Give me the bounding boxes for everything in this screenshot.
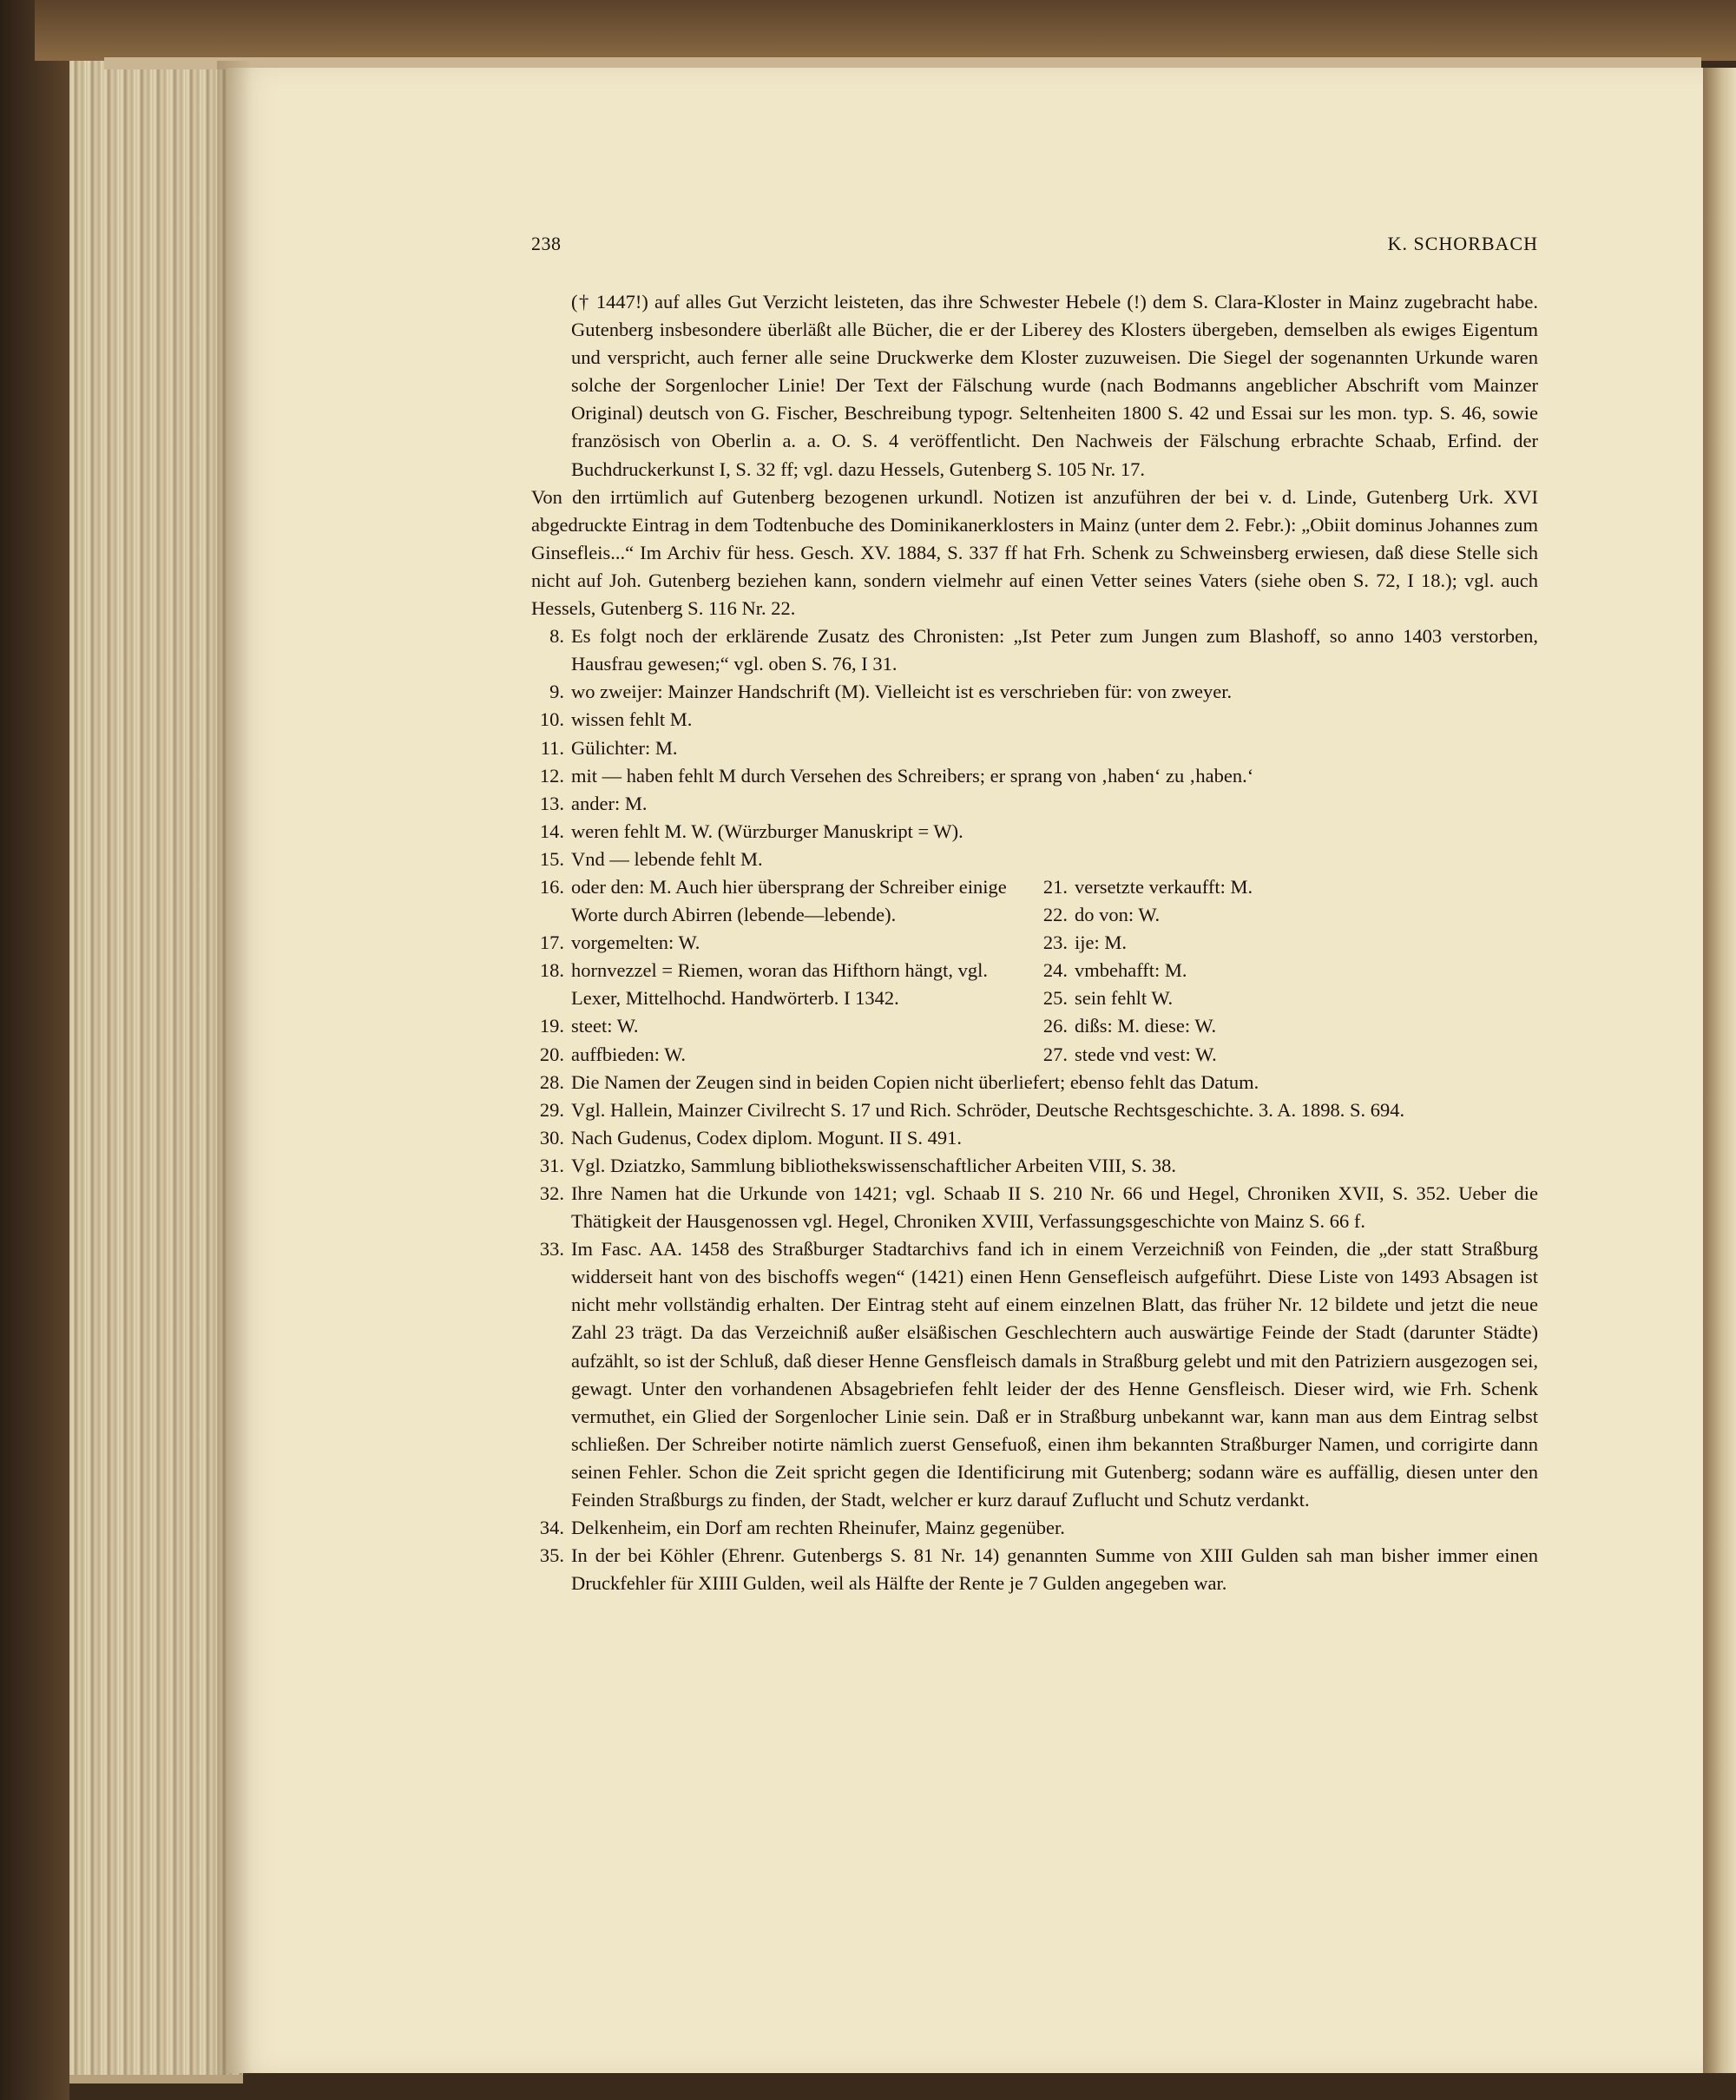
footnote	[531, 1012, 1035, 1040]
footnote-text: Vgl. Hallein, Mainzer Civilrecht S. 17 und Rich. Schröder, Deutsche Rechtsgeschichte. 3. A. 1898. S. 694.	[571, 1098, 1405, 1121]
notes-list-b	[531, 1069, 1538, 1598]
footnote	[531, 1235, 1538, 1514]
footnote-number: 24.	[1042, 959, 1068, 982]
footnote-number: 21.	[1042, 875, 1068, 898]
footnote-text: dißs: M. diese: W.	[1075, 1015, 1217, 1037]
footnote-number: 23.	[1042, 932, 1068, 954]
footnote-number: 22.	[1042, 904, 1068, 926]
footnote-number: 27.	[1042, 1043, 1068, 1065]
note-text: († 1447!) auf alles Gut Verzicht leisteten, das ihre Schwester Hebele (!) dem S. Clara-Kloster in Mainz zugebracht habe. Gutenberg insbesondere überläßt alle Bücher, die er der Liberey des Klosters übergeben, demselben als ewiges Eigentum und verspricht, auch ferner alle seine Druckwerke dem Kloster zuzuweisen. Die Siegel der sogenannten Urkunde waren solche der Sorgenlocher Linie! Der Text der Fälschung wurde (nach Bodmanns angeblicher Abschrift vom Mainzer Original) deutsch von G. Fischer, Beschreibung typogr. Seltenheiten 1800 S. 42 und Essai sur les mon. typ. S. 46, sowie französisch von Oberlin a. a. O. S. 4 veröffentlicht. Den Nachweis der Fälschung erbrachte Schaab, Erfind. der Buchdruckerkunst I, S. 32 ff; vgl. dazu Hessels, Gutenberg S. 105 Nr. 17.	[571, 291, 1538, 480]
footnote	[531, 622, 1538, 678]
footnote-number: 35.	[539, 1544, 564, 1567]
footnote	[531, 1542, 1538, 1597]
footnote-text: hornvezzel = Riemen, woran das Hifthorn hängt, vgl. Lexer, Mittelhochd. Handwörterb. I 1342.	[571, 959, 989, 1010]
footnote-text: ije: M.	[1075, 932, 1127, 954]
footnote	[531, 957, 1035, 1012]
footnote-text: versetzte verkaufft: M.	[1075, 875, 1253, 898]
footnotes-body	[531, 288, 1538, 1597]
footnote-number: 12.	[539, 764, 564, 787]
footnote-number: 13.	[539, 792, 564, 814]
footnote-text: sein fehlt W.	[1075, 987, 1174, 1010]
footnote-text: ander: M.	[571, 792, 648, 814]
footnote-number: 30.	[539, 1126, 564, 1149]
footnote-number: 9.	[549, 681, 564, 703]
footnote-text: Ihre Namen hat die Urkunde von 1421; vgl. Schaab II S. 210 Nr. 66 und Hegel, Chroniken XVII, S. 352. Ueber die Thätigkeit der Hausgenossen vgl. Hegel, Chroniken XVIII, Verfassungsgeschichte von Mainz S. 66 f.	[571, 1182, 1538, 1233]
footnote-text: mit — haben fehlt M durch Versehen des Schreibers; er sprang von ‚haben‘ zu ‚haben.‘	[571, 764, 1254, 787]
footnote-text: Es folgt noch der erklärende Zusatz des Chronisten: „Ist Peter zum Jungen zum Blashoff, so anno 1403 verstorben, Hausfrau gewesen;“ vgl. oben S. 76, I 31.	[571, 625, 1538, 675]
note-text: Von den irrtümlich auf Gutenberg bezogenen urkundl. Notizen ist anzuführen der bei v. d. Linde, Gutenberg Urk. XVI abgedruckte Eintrag in dem Todtenbuche des Dominikanerklosters in Mainz (unter dem 2. Febr.): „Obiit dominus Johannes zum Ginsefleis...“ Im Archiv für hess. Gesch. XV. 1884, S. 337 ff hat Frh. Schenk zu Schweinsberg erwiesen, daß diese Stelle sich nicht auf Joh. Gutenberg beziehen kann, sondern vielmehr auf einen Vetter seines Vaters (siehe oben S. 72, I 18.); vgl. auch Hessels, Gutenberg S. 116 Nr. 22.	[531, 485, 1538, 620]
footnote-number: 32.	[539, 1182, 564, 1204]
footnote-text: Nach Gudenus, Codex diplom. Mogunt. II S. 491.	[571, 1126, 962, 1149]
footnote-number: 18.	[539, 959, 564, 982]
footnote	[531, 1180, 1538, 1235]
footnote	[531, 1152, 1538, 1180]
footnote	[531, 1041, 1035, 1069]
book-cover-top	[35, 0, 1736, 61]
notes-two-columns	[531, 873, 1538, 1069]
footnote-text: wissen fehlt M.	[571, 708, 693, 731]
footnote	[531, 818, 1538, 846]
footnote-text: do von: W.	[1075, 904, 1161, 926]
running-header	[531, 233, 1538, 259]
footnote	[531, 873, 1035, 929]
page-number: 238	[531, 233, 562, 254]
gutter-shadow	[217, 61, 252, 2075]
footnote-text: stede vnd vest: W.	[1075, 1043, 1217, 1065]
footnote-text: In der bei Köhler (Ehrenr. Gutenbergs S. 81 Nr. 14) genannten Summe von XIII Gulden sah man bisher immer einen Druckfehler für XIIII Gulden, weil als Hälfte der Rente je 7 Gulden angegeben war.	[571, 1544, 1538, 1595]
footnote	[531, 706, 1538, 734]
footnote-number: 11.	[540, 736, 564, 759]
footnote-text: oder den: M. Auch hier übersprang der Schreiber einige Worte durch Abirren (lebende—lebende).	[571, 875, 1007, 926]
footnote	[1035, 984, 1538, 1012]
footnote-number: 29.	[539, 1098, 564, 1121]
footnote	[531, 734, 1538, 762]
footnote-text: Die Namen der Zeugen sind in beiden Copien nicht überliefert; ebenso fehlt das Datum.	[571, 1070, 1259, 1093]
notes-column-right	[1035, 873, 1538, 1069]
footnote-number: 26.	[1042, 1015, 1068, 1037]
book-cover-left	[0, 0, 69, 2100]
footnote	[531, 1069, 1538, 1096]
footnote-number: 10.	[539, 708, 564, 731]
footnote-number: 17.	[539, 932, 564, 954]
footnote-number: 8.	[549, 625, 564, 648]
footnote-number: 28.	[539, 1070, 564, 1093]
footnote-text: vorgemelten: W.	[571, 932, 700, 954]
footnote	[1035, 1041, 1538, 1069]
footnote	[1035, 929, 1538, 957]
footnote-text: steet: W.	[571, 1015, 639, 1037]
footnote-text: weren fehlt M. W. (Würzburger Manuskript = W).	[571, 820, 963, 842]
footnote-text: Delkenheim, ein Dorf am rechten Rheinufer, Mainz gegenüber.	[571, 1517, 1065, 1539]
notes-list-a	[531, 622, 1538, 873]
footnote-text: Vnd — lebende fehlt M.	[571, 847, 763, 870]
footnote-number: 15.	[539, 847, 564, 870]
footnote	[1035, 957, 1538, 984]
footnote-text: Vgl. Dziatzko, Sammlung bibliothekswissenschaftlicher Arbeiten VIII, S. 38.	[571, 1154, 1176, 1176]
footnote-number: 31.	[539, 1154, 564, 1176]
footnote	[531, 1514, 1538, 1542]
notes-column-left	[531, 873, 1035, 1069]
footnote-text: Gülichter: M.	[571, 736, 678, 759]
footnote-number: 20.	[539, 1043, 564, 1065]
footnote	[531, 678, 1538, 706]
footnote	[1035, 873, 1538, 901]
footnote	[531, 1096, 1538, 1124]
footnote-number: 19.	[539, 1015, 564, 1037]
facing-page-edge	[1703, 68, 1736, 2073]
footnote	[531, 790, 1538, 818]
note-paragraph	[531, 484, 1538, 622]
running-head-author: K. SCHORBACH	[1387, 233, 1538, 254]
footnote-number: 16.	[539, 875, 564, 898]
footnote	[1035, 901, 1538, 929]
footnote-text: vmbehafft: M.	[1075, 959, 1187, 982]
footnote	[531, 762, 1538, 790]
footnote-number: 34.	[539, 1517, 564, 1539]
footnote-text: auffbieden: W.	[571, 1043, 687, 1065]
note-continuation	[531, 288, 1538, 484]
footnote	[531, 846, 1538, 873]
footnote-text: Im Fasc. AA. 1458 des Straßburger Stadtarchivs fand ich in einem Verzeichniß von Feinden, die „der statt Straßburg widderseit hant von des bischoffs wegen“ (1421) einen Henn Gensefleisch aufgeführt. Diese Liste von 1493 Absagen ist nicht mehr vollständig erhalten. Der Eintrag steht auf einem einzelnen Blatt, das früher Nr. 12 bildete und jetzt die neue Zahl 23 trägt. Da das Verzeichniß außer elsäßischen Geschlechtern auch auswärtige Feinde der Stadt (darunter Städte) aufzählt, so ist der Schluß, daß dieser Henne Gensfleisch damals in Straßburg gelebt und mit den Patriziern ausgezogen sei, gewagt. Unter den vorhandenen Absagebriefen fehlt leider der des Henne Gensfleisch. Dieser wird, wie Frh. Schenk vermuthet, ein Glied der Sorgenlocher Linie sein. Daß er in Straßburg unbekannt war, kann man aus dem Eintrag selbst schließen. Der Schreiber notirte nämlich zuerst Gensefuoß, einen ihm bekannten Straßburger Namen, und corrigirte dann seinen Fehler. Schon die Zeit spricht gegen die Identificirung mit Gutenberg; sodann wäre es auffällig, diesen unter den Feinden Straßburgs zu finden, der Stadt, welcher er kurz darauf Zuflucht und Schutz verdankt.	[571, 1238, 1538, 1511]
footnote-number: 25.	[1042, 987, 1068, 1010]
footnote-number: 14.	[539, 820, 564, 842]
footnote	[531, 1124, 1538, 1152]
footnote-number: 33.	[539, 1238, 564, 1261]
footnote-text: wo zweijer: Mainzer Handschrift (M). Vielleicht ist es verschrieben für: von zweyer.	[571, 681, 1233, 703]
footnote	[531, 929, 1035, 957]
footnote	[1035, 1012, 1538, 1040]
